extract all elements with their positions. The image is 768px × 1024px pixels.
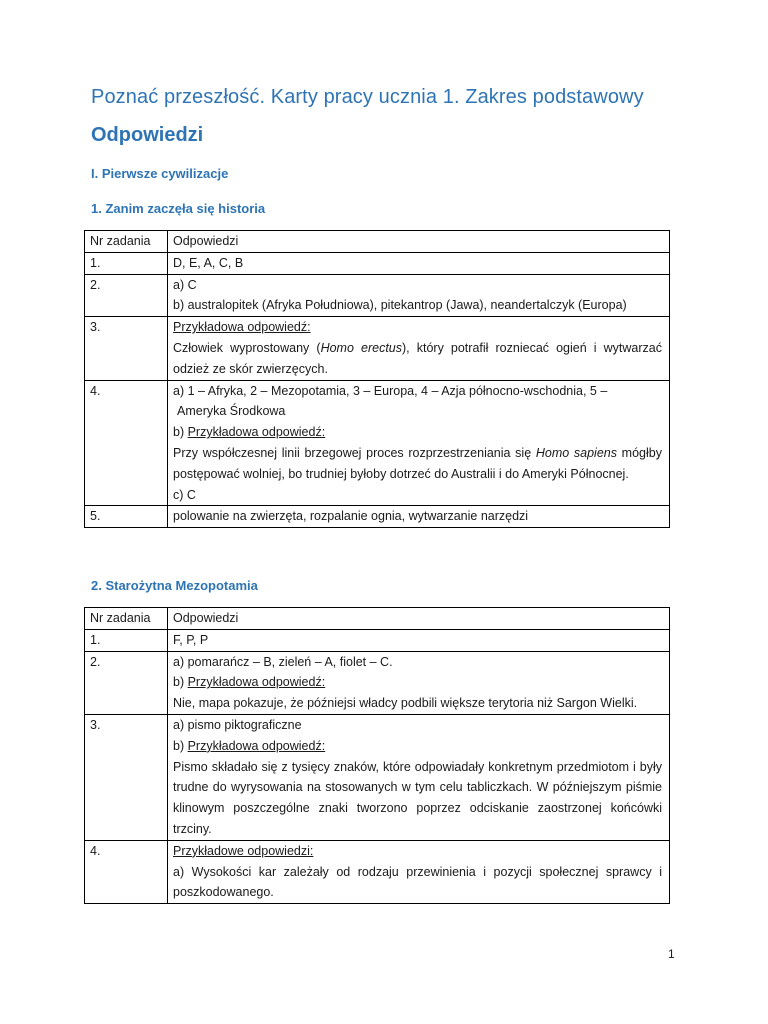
page-number: 1 bbox=[668, 947, 675, 961]
table-row bbox=[85, 317, 670, 380]
document-title: Poznać przeszłość. Karty pracy ucznia 1. Zakres podstawowy bbox=[91, 86, 644, 108]
answer-line: a) C bbox=[173, 277, 197, 292]
section1-heading: 1. Zanim zaczęła się historia bbox=[91, 201, 266, 216]
answer-line bbox=[173, 736, 662, 757]
answer-line: a) 1 – Afryka, 2 – Mezopotamia, 3 – Europa, 4 – Azja północno-wschodnia, 5 – bbox=[173, 383, 608, 398]
answer-paragraph: a) Wysokości kar zależały od rodzaju przewinienia i pozycji społecznej sprawcy i poszkodowanego. bbox=[173, 864, 662, 900]
answers-table-1 bbox=[84, 230, 670, 528]
task-number: 2. bbox=[85, 274, 168, 317]
answers-table-2 bbox=[84, 607, 670, 904]
answer-cell bbox=[168, 274, 670, 317]
answer-cell bbox=[168, 317, 670, 380]
header-answers: Odpowiedzi bbox=[168, 608, 670, 630]
answer-cell bbox=[168, 840, 670, 903]
example-answer-label: Przykładowa odpowiedź: bbox=[173, 320, 311, 335]
answer-cell bbox=[168, 651, 670, 714]
part-heading: I. Pierwsze cywilizacje bbox=[91, 166, 229, 181]
task-number: 4. bbox=[85, 380, 168, 506]
table-header-row bbox=[85, 608, 670, 630]
answer-text: b) bbox=[173, 425, 188, 440]
answer-cell bbox=[168, 714, 670, 840]
table-row bbox=[85, 274, 670, 317]
answer-line bbox=[173, 422, 662, 443]
answer-text: F, P, P bbox=[173, 632, 209, 647]
answer-cell bbox=[168, 380, 670, 506]
table-row bbox=[85, 629, 670, 651]
table-row bbox=[85, 840, 670, 903]
task-number: 4. bbox=[85, 840, 168, 903]
example-answer-label: Przykładowa odpowiedź: bbox=[187, 425, 326, 440]
task-number: 1. bbox=[85, 252, 168, 274]
answer-paragraph bbox=[173, 338, 662, 380]
example-answer-label: Przykładowa odpowiedź: bbox=[187, 738, 326, 753]
answer-text: b) bbox=[173, 675, 188, 690]
answer-cell bbox=[168, 629, 670, 651]
table-row bbox=[85, 651, 670, 714]
answer-line: b) australopitek (Afryka Południowa), pitekantrop (Jawa), neandertalczyk (Europa) bbox=[173, 298, 627, 313]
task-number: 3. bbox=[85, 317, 168, 380]
answer-text: b) bbox=[173, 738, 188, 753]
answer-text: Przy współczesnej linii brzegowej proces rozprzestrzeniania się bbox=[173, 445, 536, 460]
example-answer-label: Przykładowa odpowiedź: bbox=[187, 675, 326, 690]
answer-paragraph: Nie, mapa pokazuje, że późniejsi władcy podbili większe terytoria niż Sargon Wielki. bbox=[173, 696, 638, 711]
answer-text: D, E, A, C, B bbox=[173, 255, 244, 270]
task-number: 3. bbox=[85, 714, 168, 840]
header-nr: Nr zadania bbox=[85, 231, 168, 253]
answer-text: Człowiek wyprostowany ( bbox=[173, 340, 321, 355]
answer-cell bbox=[168, 506, 670, 528]
table-row bbox=[85, 714, 670, 840]
table-row bbox=[85, 380, 670, 506]
task-number: 1. bbox=[85, 629, 168, 651]
answer-line: a) pismo piktograficzne bbox=[173, 717, 302, 732]
document-subtitle: Odpowiedzi bbox=[91, 124, 204, 146]
table-header-row bbox=[85, 231, 670, 253]
latin-term: Homo erectus bbox=[320, 340, 402, 355]
section2-heading: 2. Starożytna Mezopotamia bbox=[91, 578, 258, 593]
answer-text: ), który potrafił rozniecać ogień i wytwarzać odzież ze skór zwierzęcych. bbox=[173, 340, 663, 376]
answer-line: a) pomarańcz – B, zieleń – A, fiolet – C. bbox=[173, 654, 393, 669]
table-row bbox=[85, 252, 670, 274]
answer-cell bbox=[168, 252, 670, 274]
answer-line: Ameryka Środkowa bbox=[177, 404, 286, 419]
answer-text: polowanie na zwierzęta, rozpalanie ognia, wytwarzanie narzędzi bbox=[173, 509, 529, 524]
latin-term: Homo sapiens bbox=[535, 445, 617, 460]
answer-line bbox=[173, 672, 662, 693]
table-row bbox=[85, 506, 670, 528]
example-answer-label: Przykładowe odpowiedzi: bbox=[173, 843, 314, 858]
header-nr: Nr zadania bbox=[85, 608, 168, 630]
task-number: 2. bbox=[85, 651, 168, 714]
answer-line: c) C bbox=[173, 487, 196, 502]
answer-paragraph: Pismo składało się z tysięcy znaków, które odpowiadały konkretnym przedmiotom i były trudne do wyrysowania na stosowanych w tym celu tabliczkach. W późniejszym piśmie klinowym poszczególne znaki tworzono poprzez odciskanie zaostrzonej końcówki trzciny. bbox=[173, 759, 662, 836]
header-answers: Odpowiedzi bbox=[168, 231, 670, 253]
task-number: 5. bbox=[85, 506, 168, 528]
answer-paragraph bbox=[173, 443, 662, 485]
answer-text: mógłby postępować wolniej, bo trudniej byłoby dotrzeć do Australii i do Ameryki Północnej. bbox=[173, 445, 662, 481]
